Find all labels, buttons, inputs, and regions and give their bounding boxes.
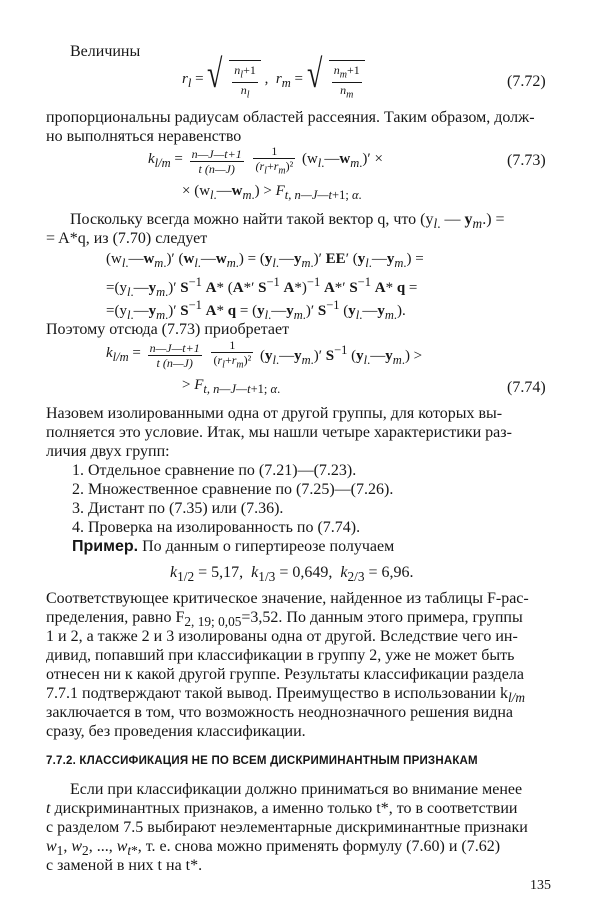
k12-value: = 5,17,	[198, 564, 244, 581]
eq-7-73-vec1: (w	[301, 150, 318, 167]
list-item-1: 1. Отдельное сравнение по (7.21)—(7.23).	[72, 462, 357, 479]
k13-value: = 0,649,	[279, 564, 333, 581]
equation-7-73-line-1: $k_{l/m}$ = $\frac{n—J—t+1}{t (n—J)}$ $\frac{1}{(r_l+r_m)^2}$ $(w_{l.}—w_{m.})'$ ×	[148, 144, 383, 177]
list-item-4: 4. Проверка на изолированность по (7.74).	[72, 519, 361, 536]
paragraph-1-line-1: пропорциональны радиусам областей рассеяния. Таким образом, долж-	[46, 109, 535, 126]
example-text: По данным о гипертиреозе получаем	[138, 538, 395, 555]
eq-7-73-lhs: k	[148, 150, 155, 167]
eq-number-7-73: (7.73)	[507, 152, 546, 169]
paragraph-4-line-2: полняется это условие. Итак, мы нашли четыре характеристики раз-	[46, 424, 512, 441]
paragraph-5-line-1: Соответствующее критическое значение, найденное из таблицы F-рас-	[46, 590, 529, 607]
eq-7-72-den-l: n	[240, 83, 247, 98]
eq-number-7-72: (7.72)	[507, 73, 546, 90]
paragraph-4-line-3: личия двух групп:	[46, 443, 170, 460]
paragraph-5-line-2: пределения, равно $F_{2, 19; 0,05}=3,52$. По данным этого примера, группы	[46, 609, 523, 630]
p5-l2-start: пределения, равно F	[46, 609, 185, 626]
chain-line-3: $=(y_{l.}—y_{m.})'$ $S^{-1}$ A* $q = (y_{l.}—y_{m.})'$ $S^{-1}$ $(y_{l.}—y_{m.})$.	[106, 298, 406, 322]
eq-7-74-num: n—J—t+1	[149, 340, 200, 355]
sqrt-l: √ $\frac{n_l+1}{n_l}$	[207, 60, 261, 103]
k-values-line: $k_{1/2} = 5,17$, $k_{1/3} = 0,649$, $k_{2/3} = 6,96$.	[170, 564, 414, 585]
equation-7-72: $r_l$ = √ $\frac{n_l+1}{n_l}$ , $r_m$ = √ $\frac{n_m+1}{n_m}$	[182, 60, 365, 104]
example-label: Пример.	[72, 538, 139, 555]
chain-line-1: $(w_{l.}—w_{m.})'$ $(w_{l.}—w_{m.})$ = $(y_{l.}—y_{m.})'$ EE′ $(y_{l.}—y_{m.})$ =	[106, 251, 424, 270]
paragraph-2-line-2: = A*q, из (7.70) следует	[46, 230, 208, 247]
p2-l1-end: .) =	[482, 211, 505, 228]
paragraph-1-line-2: но выполняться неравенство	[46, 128, 242, 145]
p6-l2-text: дискриминантных признаков, а именно только t*, то в соответствии	[54, 800, 518, 817]
eq-7-72-r-m: r	[275, 70, 282, 87]
eq-7-73-num: n—J—t+1	[191, 146, 242, 161]
eq-7-72-num-l: n	[234, 63, 241, 77]
eq-7-72-r-l: r	[182, 70, 188, 87]
section-heading: 7.7.2. КЛАССИФИКАЦИЯ НЕ ПО ВСЕМ ДИСКРИМИНАНТНЫМ ПРИЗНАКАМ	[46, 755, 478, 767]
eq-7-72-den-m: n	[340, 83, 347, 98]
p5-l2-end: =3,52. По данным этого примера, группы	[241, 609, 523, 626]
list-item-3: 3. Дистант по (7.35) или (7.36).	[72, 500, 284, 517]
equation-7-74-line-1: $k_{l/m}$ = $\frac{n—J—t+1}{t (n—J)}$ $\frac{1}{(r_l+r_m)^2}$ $(y_{l.}—y_{m.})'$ $S^{-1}$ $(y_{l.}—y_{m.})$ >	[106, 338, 423, 371]
page-number: 135	[530, 878, 551, 893]
paragraph-6-line-5: с заменой в них t на t*.	[46, 857, 203, 874]
p6-l4-text: , т. е. снова можно применять формулу (7.60) и (7.62)	[137, 838, 501, 855]
paragraph-6-line-4: $w_1$, $w_2$, ..., $w_{t*}$, т. е. снова можно применять формулу (7.60) и (7.62)	[46, 838, 501, 859]
intro-word: Величины	[70, 43, 141, 60]
eq-7-74-num2: 1	[211, 338, 253, 353]
equation-7-73-line-2: × $(w_{l.}—w_{m.}) > F_{t, n—J—t+1; \alpha.}$	[182, 183, 362, 202]
chain-l3-start: =(y	[106, 303, 127, 319]
chain-l1-start: (w	[106, 251, 122, 267]
chain-line-2: $=(y_{l.}—y_{m.})'$ $S^{-1}$ A* (A*′ $S^{-1}$ A*)$^{-1}$ A*′ $S^{-1}$ A* q =	[106, 275, 418, 299]
eq-7-73-den: t (n—J)	[198, 161, 235, 176]
paragraph-4-line-1: Назовем изолированными одна от другой группы, для которых вы-	[46, 405, 503, 422]
paragraph-6-line-3: с разделом 7.5 выбирают неэлементарные дискриминантные признаки	[46, 819, 528, 836]
eq-7-73-line2: × (w	[182, 183, 211, 199]
paragraph-5-line-8: сразу, без проведения классификации.	[46, 723, 306, 740]
eq-7-73-den2: (r	[255, 159, 265, 173]
paragraph-6-line-2: t дискриминантных признаков, а именно только t*, то в соответствии	[46, 800, 518, 817]
paragraph-3: Поэтому отсюда (7.73) приобретает	[46, 321, 290, 338]
list-item-2: 2. Множественное сравнение по (7.25)—(7.26).	[72, 481, 394, 498]
paragraph-2-line-1: Поскольку всегда можно найти такой вектор q, что ($y_{l.}$ — $y_m$.) =	[70, 211, 505, 232]
eq-number-7-74: (7.74)	[507, 379, 546, 396]
paragraph-5-line-6: 7.7.1 подтверждают такой вывод. Преимущество в использовании $k_{l/m}$	[46, 685, 526, 706]
paragraph-5-line-7: заключается в том, что возможность неоднозначного решения видна	[46, 704, 514, 721]
eq-7-74-lhs: k	[106, 344, 113, 361]
eq-7-74-den: t (n—J)	[156, 355, 193, 370]
k23-value: = 6,96.	[368, 564, 414, 581]
equation-7-74-line-2: > $F_{t, n—J—t+1; \alpha.}$	[182, 377, 281, 396]
p2-l1-text: Поскольку всегда можно найти такой вектор q, что (y	[70, 211, 434, 228]
example-line	[72, 537, 394, 556]
paragraph-5-line-4: дивид, попавший при классификации в группу 2, уже не может быть	[46, 647, 515, 664]
eq-7-73-num2: 1	[253, 144, 295, 159]
paragraph-6-line-1: Если при классификации должно приниматься во внимание менее	[70, 781, 523, 798]
eq-7-72-num-m: n	[333, 63, 340, 77]
p5-l6-start: 7.7.1 подтверждают такой вывод. Преимущество в использовании k	[46, 685, 508, 702]
eq-7-73-cross: ×	[374, 150, 383, 167]
paragraph-5-line-3: 1 и 2, а также 2 и 3 изолированы одна от другой. Вследствие чего ин-	[46, 628, 518, 645]
paragraph-5-line-5: отнесен ни к какой другой группе. Результаты классификации раздела	[46, 666, 524, 683]
chain-l2-start: =(y	[106, 280, 127, 296]
sqrt-m: √ $\frac{n_m+1}{n_m}$	[307, 60, 365, 103]
